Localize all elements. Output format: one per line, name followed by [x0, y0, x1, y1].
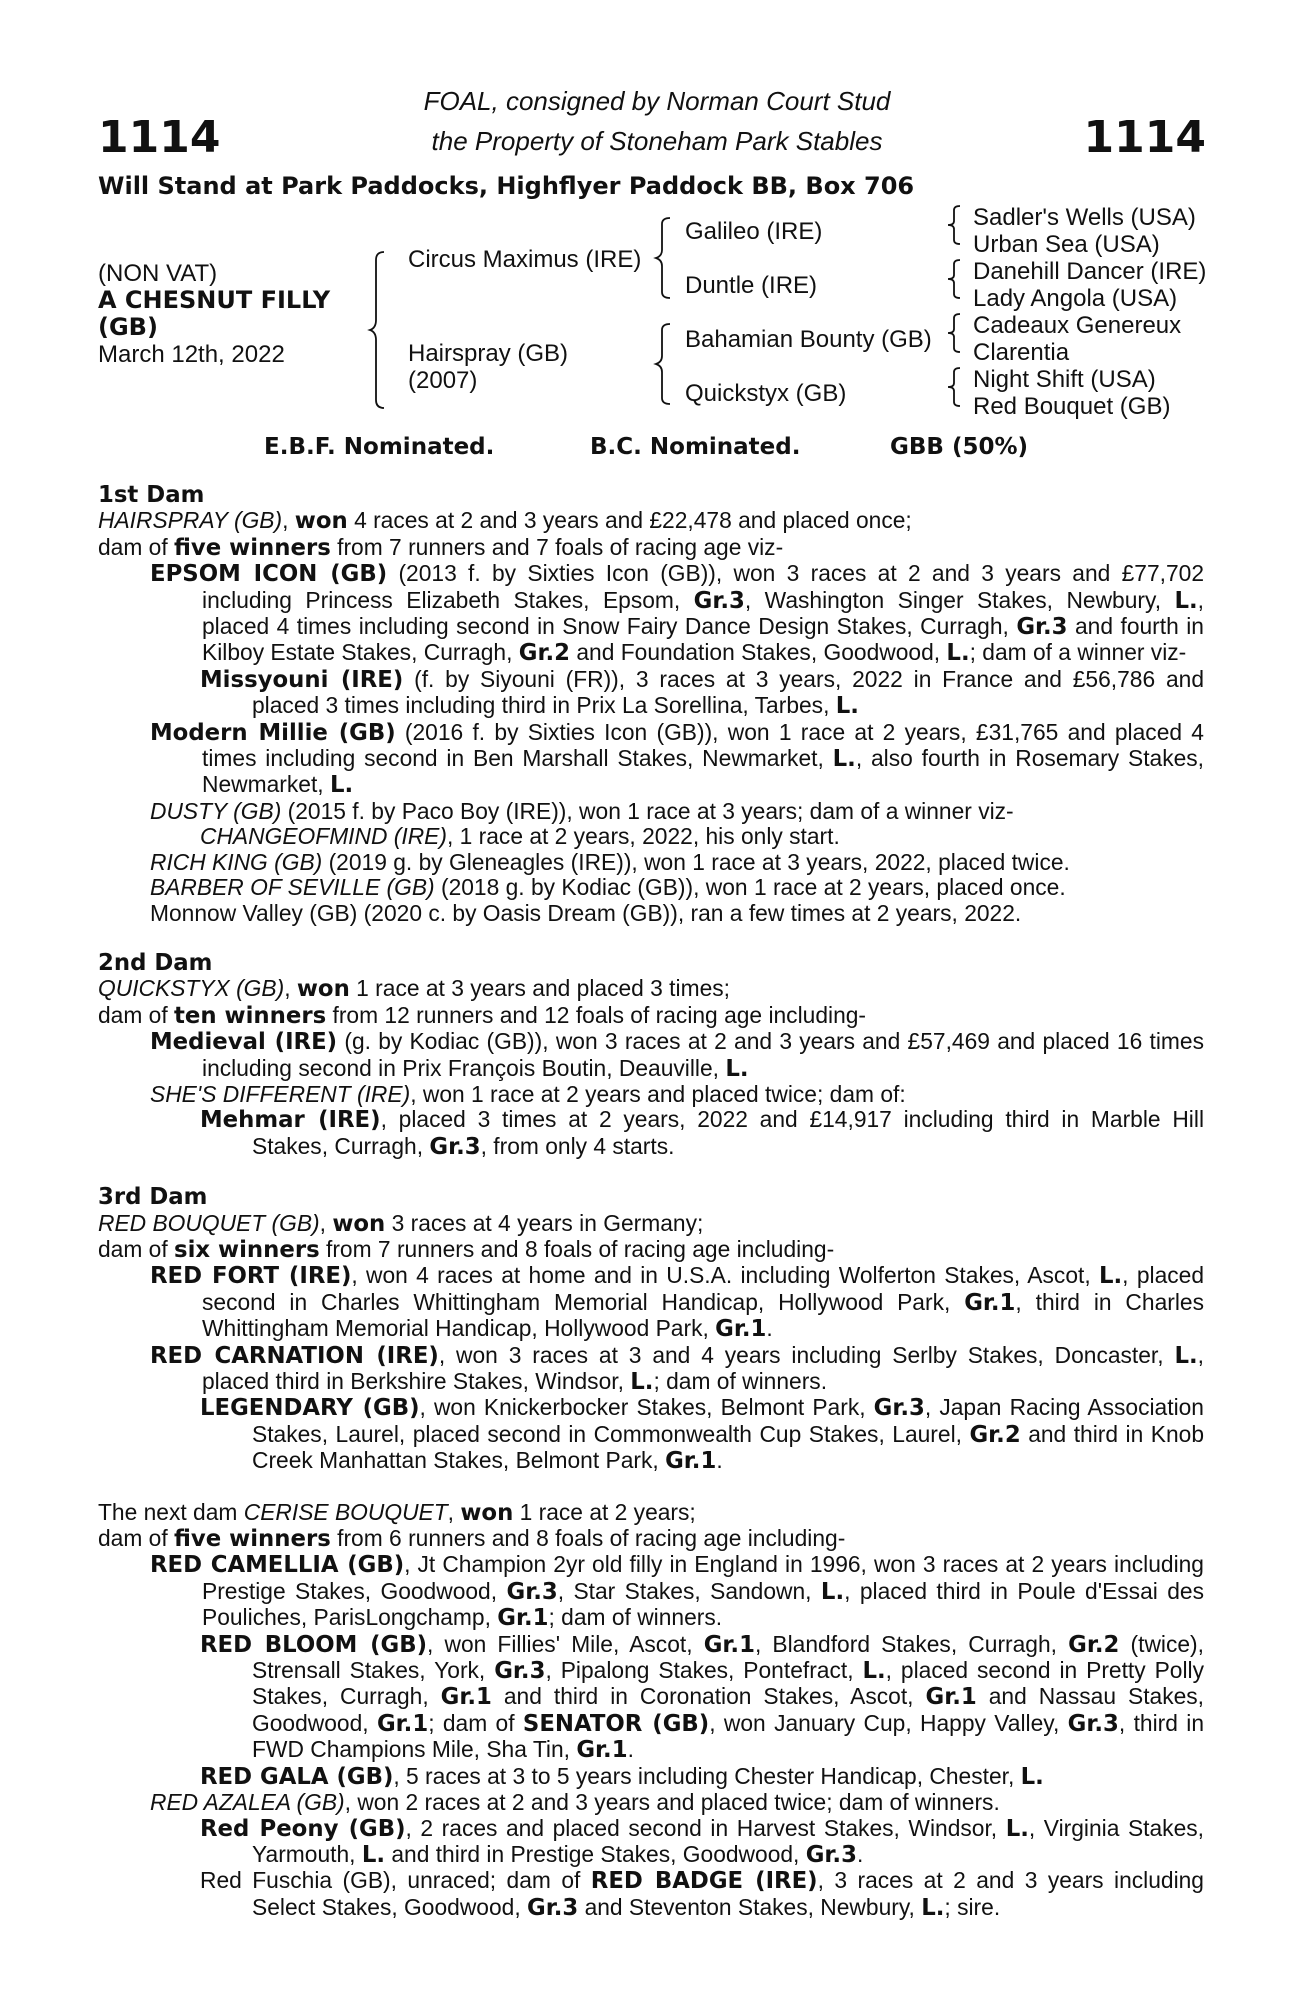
g3-ancestor-2: Urban Sea (USA)	[973, 231, 1160, 258]
bold-text: Gr.3	[1016, 614, 1068, 641]
text-run: and Foundation Stakes, Goodwood,	[570, 639, 947, 666]
ebf-nomination: E.B.F. Nominated.	[264, 434, 495, 460]
text-run: from 7 runners and 8 foals of racing age including-	[319, 1235, 835, 1262]
bold-text: won	[460, 1499, 514, 1526]
dam-dam-name: Quickstyx (GB)	[685, 380, 847, 407]
vat-status: (NON VAT)	[98, 260, 218, 287]
text-run: and third in Knob Creek Manhattan Stakes, Belmont Park,	[252, 1420, 1205, 1474]
dam-name: Hairspray (GB)	[408, 340, 569, 367]
text-run: , Blandford Stakes, Curragh,	[754, 1630, 1069, 1657]
text-run: ; dam of winners.	[548, 1604, 723, 1631]
bold-text: RED BADGE (IRE)	[590, 1868, 818, 1895]
text-run: , from only 4 starts.	[480, 1132, 675, 1159]
italic-text: RICH KING (GB)	[150, 848, 323, 875]
entry-mehmar	[200, 1107, 1204, 1160]
entry-millie	[150, 720, 1204, 799]
bold-text: Missyouni (IRE)	[200, 666, 404, 693]
text-run: and Steventon Stakes, Newbury,	[578, 1893, 922, 1920]
entry-d1b	[98, 535, 1204, 561]
text-run: , placed second in Pretty Polly Stakes, Curragh,	[252, 1657, 1204, 1710]
text-run: ,	[284, 975, 297, 1002]
g3-ancestor-7: Night Shift (USA)	[973, 366, 1156, 393]
italic-text: RED AZALEA (GB)	[150, 1789, 345, 1816]
g3-ancestor-5: Cadeaux Genereux	[973, 312, 1182, 339]
bold-text: RED CARNATION (IRE)	[150, 1342, 439, 1369]
text-run: ; sire.	[944, 1893, 1001, 1920]
entry-redbloom	[200, 1632, 1204, 1764]
lot-number-right: 1114	[1083, 112, 1206, 163]
bold-text: L.	[1174, 587, 1198, 614]
bold-text: Gr.1	[576, 1737, 628, 1764]
property-line: the Property of Stoneham Park Stables	[431, 126, 883, 156]
bold-text: ten winners	[174, 1002, 327, 1029]
bold-text: Gr.3	[429, 1133, 481, 1160]
text-run: , won Fillies' Mile, Ascot,	[427, 1630, 704, 1657]
text-run: , third in Charles Whittingham Memorial Handicap, Hollywood Park,	[202, 1288, 1204, 1342]
bold-text: Gr.1	[703, 1631, 755, 1658]
subject-name: A CHESNUT FILLY	[98, 286, 331, 314]
section-heading-second-dam: 2nd Dam	[98, 949, 213, 976]
entry-redazalea	[150, 1790, 1204, 1815]
text-run: dam of	[98, 1235, 175, 1262]
text-run: , Jt Champion 2yr old filly in England in 1996, won 3 races at 2 years including Prestige Stakes, Goodwood,	[202, 1551, 1204, 1604]
g3-ancestor-6: Clarentia	[973, 339, 1070, 366]
text-run: , Washington Singer Stakes, Newbury,	[744, 586, 1175, 613]
text-run: ,	[319, 1209, 333, 1236]
text-run: .	[766, 1315, 773, 1342]
pedigree-bracket-3b	[948, 258, 964, 300]
text-run: 4 races at 2 and 3 years and £22,478 and placed once;	[347, 507, 912, 534]
lot-number-left: 1114	[98, 112, 221, 163]
entry-redfort	[150, 1263, 1204, 1342]
bold-text: L.	[946, 640, 970, 667]
dam-sire-name: Bahamian Bounty (GB)	[685, 326, 932, 353]
text-run: , also fourth in Rosemary Stakes, Newmarket,	[202, 745, 1205, 798]
bold-text: RED BLOOM (GB)	[200, 1631, 427, 1658]
text-run: , placed third in Berkshire Stakes, Windsor,	[202, 1341, 1205, 1394]
section-spacer	[98, 1160, 1204, 1185]
bold-text: L.	[1020, 1763, 1044, 1790]
entry-d3b	[98, 1237, 1204, 1263]
bold-text: L.	[820, 1578, 845, 1605]
entry-redgala	[200, 1764, 1204, 1790]
bold-text: L.	[725, 1055, 749, 1082]
text-run: ; dam of	[428, 1709, 523, 1736]
text-run: (2018 g. by Kodiac (GB)), won 1 race at 2 years, placed once.	[434, 874, 1066, 901]
text-run: , won 2 races at 2 and 3 years and placed twice; dam of winners.	[344, 1789, 1000, 1816]
bold-text: L.	[630, 1369, 654, 1395]
entry-monnow	[150, 901, 1204, 926]
text-run: ,	[282, 507, 295, 534]
text-run: from 7 runners and 7 foals of racing age viz-	[330, 533, 784, 560]
text-run: ; dam of winners.	[653, 1368, 828, 1394]
consignor-line: FOAL, consigned by Norman Court Stud	[423, 86, 891, 116]
bold-text: Gr.1	[497, 1605, 549, 1632]
bold-text: L.	[1005, 1815, 1029, 1842]
pedigree-bracket-1	[370, 250, 390, 410]
italic-text: DUSTY (GB)	[150, 797, 282, 824]
text-run: , placed 4 times including second in Snow Fairy Dance Design Stakes, Curragh,	[202, 586, 1204, 640]
dam-year: (2007)	[408, 367, 478, 394]
entry-d1	[98, 508, 1204, 534]
text-run: .	[856, 1840, 864, 1867]
entry-richking	[150, 850, 1204, 875]
text-run: (2016 f. by Sixties Icon (GB)), won 1 race at 2 years, £31,765 and placed 4 times including second in Ben Marshall Stakes, Newmarket,	[202, 718, 1204, 772]
sire-dam-name: Duntle (IRE)	[685, 272, 818, 299]
text-run: dam of	[98, 1525, 175, 1552]
bold-text: won	[332, 1210, 386, 1237]
bold-text: L.	[1174, 1342, 1198, 1369]
text-run: (f. by Siyouni (FR)), 3 races at 3 years, 2022 in France and £56,786 and placed 3 times including third in Prix La Sorellina, Tarbes,	[252, 665, 1204, 719]
text-run: 3 races at 4 years in Germany;	[385, 1209, 704, 1236]
text-run: and third in Coronation Stakes, Ascot,	[491, 1683, 926, 1710]
section-spacer	[98, 1475, 1204, 1500]
entry-medieval	[150, 1029, 1204, 1082]
bold-text: six winners	[174, 1236, 320, 1263]
entry-epsom	[150, 561, 1204, 667]
text-run: , won 3 races at 3 and 4 years including Serlby Stakes, Doncaster,	[438, 1341, 1175, 1368]
text-run: , placed second in Charles Whittingham Memorial Handicap, Hollywood Park,	[202, 1262, 1204, 1315]
pedigree-bracket-3a	[948, 204, 964, 246]
bold-text: Gr.1	[715, 1316, 767, 1343]
italic-text: RED BOUQUET (GB)	[98, 1209, 320, 1236]
bold-text: L.	[835, 693, 859, 720]
bold-text: RED GALA (GB)	[200, 1763, 394, 1790]
g3-ancestor-1: Sadler's Wells (USA)	[973, 204, 1196, 231]
text-run: ; dam of a winner viz-	[969, 639, 1187, 666]
text-run: 1 race at 2 years;	[513, 1498, 696, 1525]
pedigree-bracket-2b	[656, 322, 676, 406]
text-run: from 6 runners and 8 foals of racing age including-	[330, 1525, 846, 1552]
text-run: (2013 f. by Sixties Icon (GB)), won 3 races at 2 and 3 years and £77,702 including Princess Elizabeth Stakes, Epsom,	[202, 560, 1204, 613]
entry-dusty	[150, 799, 1204, 824]
bold-text: Gr.1	[925, 1684, 977, 1711]
bold-text: L.	[361, 1841, 385, 1868]
entry-d2	[98, 976, 1204, 1002]
text-run: , 3 races at 2 and 3 years including Select Stakes, Goodwood,	[252, 1867, 1204, 1920]
text-run: , placed third in Poule d'Essai des Pouliches, ParisLongchamp,	[202, 1577, 1204, 1631]
bold-text: L.	[921, 1894, 945, 1921]
bold-text: Gr.1	[964, 1289, 1016, 1316]
entry-redcam	[150, 1552, 1204, 1631]
g3-ancestor-4: Lady Angola (USA)	[973, 285, 1178, 312]
g3-ancestor-3: Danehill Dancer (IRE)	[973, 258, 1207, 285]
bold-text: Gr.3	[1067, 1710, 1119, 1737]
g3-ancestor-8: Red Bouquet (GB)	[973, 393, 1171, 420]
bold-text: L.	[862, 1658, 886, 1685]
pedigree-bracket-3c	[948, 312, 964, 354]
entry-d4	[98, 1500, 1204, 1526]
text-run: ,	[447, 1498, 461, 1525]
catalogue-body	[98, 483, 1204, 1921]
text-run: , Pipalong Stakes, Pontefract,	[545, 1657, 863, 1684]
bold-text: Medieval (IRE)	[150, 1029, 338, 1056]
bold-text: Mehmar (IRE)	[200, 1107, 381, 1134]
bold-text: LEGENDARY (GB)	[200, 1395, 420, 1422]
bold-text: SENATOR (GB)	[522, 1710, 710, 1737]
entry-redcarn	[150, 1343, 1204, 1396]
section-heading-third-dam: 3rd Dam	[98, 1184, 208, 1211]
bold-text: Red Peony (GB)	[200, 1815, 406, 1842]
text-run: , 5 races at 3 to 5 years including Chester Handicap, Chester,	[393, 1762, 1021, 1789]
text-run: The next dam	[98, 1498, 244, 1525]
text-run: and fourth in Kilboy Estate Stakes, Curragh,	[202, 613, 1204, 666]
text-run: , won 4 races at home and in U.S.A. including Wolferton Stakes, Ascot,	[351, 1262, 1099, 1289]
italic-text: SHE'S DIFFERENT (IRE)	[150, 1080, 411, 1107]
subject-country: (GB)	[98, 313, 158, 341]
section-heading-1st-dam: 1st Dam	[98, 482, 205, 508]
bold-text: five winners	[174, 534, 331, 561]
gbb-status: GBB (50%)	[890, 434, 1029, 460]
entry-barber	[150, 875, 1204, 900]
text-run: (2015 f. by Paco Boy (IRE)), won 1 race at 3 years; dam of a winner viz-	[281, 797, 1014, 824]
entry-d2b	[98, 1003, 1204, 1029]
pedigree-bracket-3d	[948, 366, 964, 408]
text-run: , 2 races and placed second in Harvest Stakes, Windsor,	[405, 1814, 1006, 1841]
bold-text: Gr.1	[376, 1710, 429, 1737]
bold-text: Gr.1	[440, 1684, 492, 1711]
foaling-date: March 12th, 2022	[98, 341, 285, 368]
bold-text: won	[294, 508, 348, 535]
text-run: (2019 g. by Gleneagles (IRE)), won 1 race at 3 years, 2022, placed twice.	[322, 848, 1070, 875]
bold-text: Gr.3	[527, 1894, 579, 1921]
text-run: from 12 runners and 12 foals of racing age including-	[326, 1001, 867, 1028]
text-run: , Virginia Stakes, Yarmouth,	[252, 1814, 1204, 1867]
bold-text: Gr.2	[518, 640, 571, 667]
bold-text: five winners	[174, 1526, 331, 1553]
bold-text: Gr.3	[805, 1841, 857, 1868]
sire-sire-name: Galileo (IRE)	[685, 218, 823, 245]
pedigree-bracket-2a	[656, 216, 676, 300]
bold-text: L.	[832, 746, 856, 773]
bold-text: Gr.3	[873, 1395, 925, 1422]
text-run: , Star Stakes, Sandown,	[557, 1577, 821, 1604]
entry-d4b	[98, 1526, 1204, 1552]
bold-text: RED FORT (IRE)	[150, 1263, 352, 1290]
text-run: , placed 3 times at 2 years, 2022 and £14,917 including third in Marble Hill Stakes, Curragh,	[252, 1106, 1205, 1159]
text-run: , third in FWD Champions Mile, Sha Tin,	[252, 1709, 1205, 1763]
bold-text: Gr.3	[693, 587, 745, 614]
entry-redpeony	[200, 1816, 1204, 1869]
text-run: (g. by Kodiac (GB)), won 3 races at 2 and 3 years and £57,469 and placed 16 times including second in Prix François Boutin, Deauville,	[202, 1028, 1204, 1081]
pedigree-paragraphs	[98, 508, 1204, 1921]
entry-missy	[200, 667, 1204, 720]
italic-text: QUICKSTYX (GB)	[98, 975, 285, 1002]
bold-text: Modern Millie (GB)	[150, 719, 396, 746]
text-run: .	[627, 1736, 634, 1763]
entry-change	[200, 824, 1204, 849]
text-run: , Japan Racing Association Stakes, Laurel, placed second in Commonwealth Cup Stakes, Laurel,	[252, 1394, 1204, 1447]
italic-text: HAIRSPRAY (GB)	[98, 507, 283, 534]
text-run: and Nassau Stakes, Goodwood,	[252, 1683, 1205, 1736]
text-run: .	[716, 1447, 723, 1474]
text-run: Red Fuschia (GB), unraced; dam of	[200, 1867, 591, 1894]
entry-redfuschia	[200, 1868, 1204, 1921]
sire-name: Circus Maximus (IRE)	[408, 246, 642, 273]
text-run: 1 race at 3 years and placed 3 times;	[349, 975, 730, 1002]
bold-text: Gr.3	[494, 1658, 546, 1685]
text-run: dam of	[98, 533, 175, 560]
bold-text: Gr.2	[969, 1421, 1021, 1448]
bold-text: won	[296, 976, 350, 1003]
italic-text: BARBER OF SEVILLE (GB)	[150, 874, 435, 901]
entry-d3	[98, 1211, 1204, 1237]
text-run: and third in Prestige Stakes, Goodwood,	[385, 1840, 806, 1867]
stand-location: Will Stand at Park Paddocks, Highflyer Paddock BB, Box 706	[98, 172, 915, 200]
bold-text: EPSOM ICON (GB)	[150, 561, 388, 588]
bold-text: Gr.1	[665, 1448, 717, 1475]
entry-legend	[200, 1395, 1204, 1474]
text-run: Monnow Valley (GB) (2020 c. by Oasis Dream (GB)), ran a few times at 2 years, 2022.	[150, 899, 1022, 926]
text-run: (twice), Strensall Stakes, York,	[252, 1630, 1204, 1684]
bold-text: RED CAMELLIA (GB)	[150, 1552, 405, 1579]
section-spacer	[98, 926, 1204, 951]
text-run: , won Knickerbocker Stakes, Belmont Park,	[419, 1394, 874, 1421]
text-run: dam of	[98, 1001, 175, 1028]
bold-text: Gr.3	[506, 1578, 558, 1605]
bold-text: Gr.2	[1068, 1631, 1120, 1658]
text-run: , won 1 race at 2 years and placed twice; dam of:	[410, 1080, 906, 1107]
bold-text: L.	[1098, 1263, 1123, 1290]
bold-text: L.	[329, 772, 354, 799]
text-run: , won January Cup, Happy Valley,	[709, 1709, 1068, 1736]
bc-nomination: B.C. Nominated.	[590, 434, 801, 460]
italic-text: CHANGEOFMIND (IRE)	[200, 823, 447, 850]
text-run: , 1 race at 2 years, 2022, his only start.	[446, 823, 840, 850]
entry-shes	[150, 1082, 1204, 1107]
italic-text: CERISE BOUQUET	[243, 1498, 448, 1525]
